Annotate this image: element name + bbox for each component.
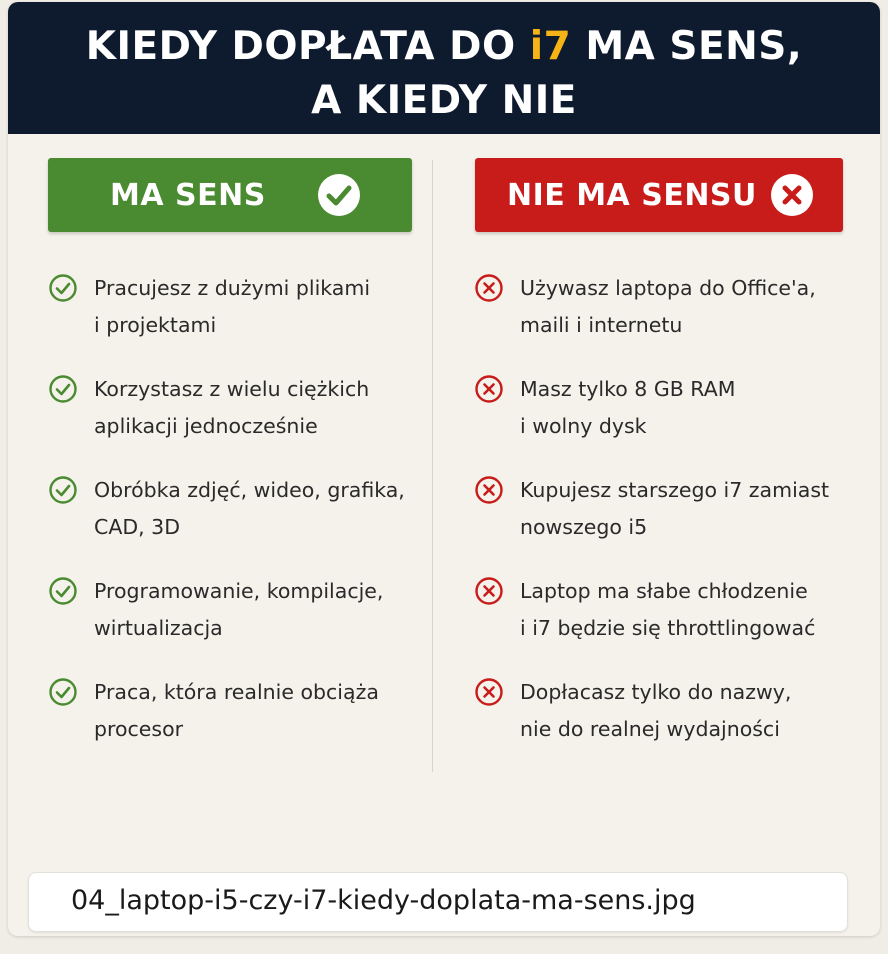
list-item-line: Masz tylko 8 GB RAM [520, 377, 736, 401]
list-item-text [520, 270, 840, 344]
list-item [48, 371, 418, 472]
x-circle-outline-icon [474, 374, 504, 404]
cons-banner [475, 158, 843, 232]
list-item-line: Kupujesz starszego i7 zamiast [520, 478, 830, 502]
x-circle-outline-icon [474, 677, 504, 707]
title-text: KIEDY DOPŁATA DO [85, 24, 530, 69]
infographic-card [8, 2, 880, 936]
column-divider [432, 160, 433, 772]
cons-list [474, 270, 854, 775]
check-circle-outline-icon [48, 576, 78, 606]
list-item-line: CAD, 3D [94, 515, 180, 539]
list-item [474, 573, 854, 674]
list-item-line: procesor [94, 717, 184, 741]
filename-text: 04_laptop-i5-czy-i7-kiedy-doplata-ma-sens.jpg [71, 885, 696, 916]
list-item [474, 472, 854, 573]
list-item [48, 270, 418, 371]
list-item-line: maili i internetu [520, 313, 683, 337]
list-item-line: Obróbka zdjęć, wideo, grafika, [94, 478, 405, 502]
list-item [474, 371, 854, 472]
filename-caption [28, 872, 848, 932]
title-accent: i7 [529, 24, 572, 69]
list-item [474, 674, 854, 775]
list-item-line: wirtualizacja [94, 616, 223, 640]
list-item-text [94, 674, 414, 748]
list-item-line: Programowanie, kompilacje, [94, 579, 384, 603]
list-item-text [94, 472, 414, 546]
list-item [48, 472, 418, 573]
check-circle-outline-icon [48, 374, 78, 404]
list-item-line: Dopłacasz tylko do nazwy, [520, 680, 792, 704]
list-item-text [520, 573, 840, 647]
list-item-line: Praca, która realnie obciąża [94, 680, 379, 704]
x-circle-icon [771, 174, 813, 216]
list-item-text [520, 371, 840, 445]
x-circle-outline-icon [474, 475, 504, 505]
check-circle-icon [318, 174, 360, 216]
list-item-line: nowszego i5 [520, 515, 648, 539]
list-item [474, 270, 854, 371]
list-item-line: i projektami [94, 313, 217, 337]
pros-banner-label: MA SENS [110, 178, 266, 213]
list-item-text [94, 270, 414, 344]
list-item-line: Pracujesz z dużymi plikami [94, 276, 371, 300]
list-item [48, 674, 418, 775]
list-item-line: Używasz laptopa do Office'a, [520, 276, 816, 300]
title-line-1 [8, 24, 880, 70]
check-circle-outline-icon [48, 273, 78, 303]
list-item-text [94, 371, 414, 445]
title-text-end: MA SENS, [571, 24, 803, 69]
pros-banner [48, 158, 412, 232]
list-item-line: i wolny dysk [520, 414, 647, 438]
title-line-2: A KIEDY NIE [311, 78, 577, 123]
pros-list [48, 270, 418, 775]
check-circle-outline-icon [48, 677, 78, 707]
list-item-line: aplikacji jednocześnie [94, 414, 318, 438]
x-circle-outline-icon [474, 576, 504, 606]
check-circle-outline-icon [48, 475, 78, 505]
list-item-text [520, 472, 840, 546]
cons-banner-label: NIE MA SENSU [507, 178, 757, 213]
list-item-line: nie do realnej wydajności [520, 717, 780, 741]
list-item-line: i i7 będzie się throttlingować [520, 616, 816, 640]
list-item-text [94, 573, 414, 647]
x-circle-outline-icon [474, 273, 504, 303]
list-item [48, 573, 418, 674]
list-item-line: Laptop ma słabe chłodzenie [520, 579, 808, 603]
list-item-text [520, 674, 840, 748]
header-banner [8, 2, 880, 134]
list-item-line: Korzystasz z wielu ciężkich [94, 377, 370, 401]
